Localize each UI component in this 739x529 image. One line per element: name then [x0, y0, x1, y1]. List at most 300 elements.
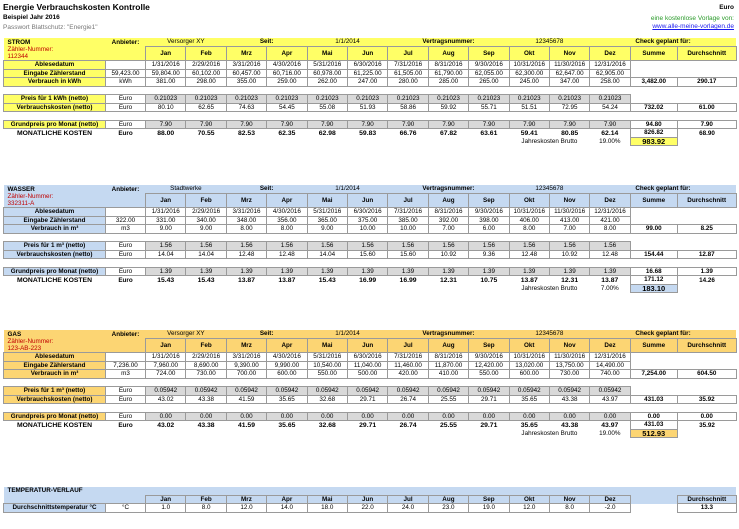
anbieter-label: Anbieter: [111, 38, 140, 46]
monat-cell: 63.61 [480, 129, 498, 137]
date-cell: 3/31/2016 [226, 208, 266, 217]
vkost-cell: 12.48 [267, 250, 307, 259]
grundpreis-input[interactable]: 0.00 [388, 412, 428, 421]
month-header: Okt [509, 46, 549, 61]
date-cell: 12/31/2016 [590, 61, 630, 70]
vertragsnummer-value: 12345678 [535, 38, 564, 46]
date-cell: 12/31/2016 [590, 353, 630, 362]
jahreskosten-value: 983.92 [630, 137, 677, 146]
month-header: Nov [549, 495, 589, 504]
grundpreis-input[interactable]: 1.39 [388, 267, 428, 276]
grund-avg: 0.00 [677, 412, 736, 421]
spacer [267, 86, 307, 95]
vertragsnummer-label: Vertragsnummer: [422, 38, 475, 46]
grundpreis-input[interactable]: 1.39 [428, 267, 468, 276]
preis-input[interactable]: 0.21023 [307, 95, 347, 104]
monat-cell: 12.31 [561, 276, 579, 284]
vkost-cell: 29.71 [347, 395, 387, 404]
spacer [677, 86, 736, 95]
grundpreis-input[interactable]: 0.00 [186, 412, 226, 421]
seit-label: Seit: [259, 38, 274, 46]
reading-input[interactable]: 8,690.00 [186, 361, 226, 370]
grundpreis-input[interactable]: 0.00 [469, 412, 509, 421]
eingabe-label: Eingabe Zählerstand [4, 361, 106, 370]
spacer [186, 378, 226, 387]
spacer [549, 404, 589, 413]
summe-header: Summe [630, 46, 677, 61]
spacer [347, 378, 387, 387]
temperatur-input[interactable]: -2.0 [590, 504, 631, 513]
reading-input[interactable]: 61,505.00 [388, 69, 428, 78]
month-header: Nov [549, 193, 589, 208]
reading-input[interactable]: 385.00 [388, 216, 428, 225]
reading-input[interactable]: 375.00 [347, 216, 387, 225]
grundpreis-input[interactable]: 7.90 [469, 120, 509, 129]
monat-unit: Euro [118, 276, 133, 284]
vkost-cell: 72.95 [549, 103, 589, 112]
temperatur-label: Durchschnittstemperatur °C [4, 504, 106, 513]
monat-cell: 70.55 [197, 129, 215, 137]
preis-input[interactable]: 1.56 [590, 242, 630, 251]
verbrauch-cell: 298.00 [186, 78, 226, 87]
vkost-cell: 10.92 [549, 250, 589, 259]
temperatur-input[interactable]: 12.0 [509, 504, 549, 513]
month-header: Aug [428, 46, 468, 61]
zaehler-nummer [4, 338, 106, 353]
vkost-cell: 12.48 [226, 250, 266, 259]
month-header: Jan [146, 193, 186, 208]
spacer [106, 233, 146, 242]
blank [630, 504, 677, 513]
monat-cell: 13.87 [237, 276, 255, 284]
vkost-cell: 55.08 [307, 103, 347, 112]
vkost-unit: Euro [106, 250, 146, 259]
spacer [226, 378, 266, 387]
spacer [630, 233, 677, 242]
reading-input[interactable]: 62,905.00 [590, 69, 630, 78]
blank [630, 361, 677, 370]
preis-input[interactable]: 1.56 [469, 242, 509, 251]
grundpreis-input[interactable]: 7.90 [307, 120, 347, 129]
temperatur-input[interactable]: 19.0 [469, 504, 509, 513]
spacer [677, 404, 736, 413]
monat-cell: 43.97 [601, 421, 619, 429]
spacer [630, 86, 677, 95]
vkost-cell: 51.51 [509, 103, 549, 112]
verbrauch-avg: 290.17 [677, 78, 736, 87]
spacer [347, 233, 387, 242]
spacer [428, 86, 468, 95]
reading-input[interactable]: 7,960.00 [146, 361, 186, 370]
temperatur-unit: °C [106, 504, 146, 513]
preis-input[interactable]: 0.21023 [509, 95, 549, 104]
preis-input[interactable]: 0.05942 [590, 387, 630, 396]
month-header: Jun [347, 46, 387, 61]
reading-input[interactable]: 62,300.00 [509, 69, 549, 78]
verbrauch-cell: 280.00 [388, 78, 428, 87]
reading-input[interactable]: 392.00 [428, 216, 468, 225]
grundpreis-input[interactable]: 7.90 [146, 120, 186, 129]
preis-input[interactable]: 0.21023 [388, 95, 428, 104]
reading-input[interactable]: 62,055.00 [469, 69, 509, 78]
verbrauch-sum: 7,254.00 [630, 370, 677, 379]
grundpreis-input[interactable]: 7.90 [509, 120, 549, 129]
date-cell: 2/29/2016 [186, 61, 226, 70]
monat-cell: 43.38 [561, 421, 579, 429]
date-cell: 1/31/2016 [146, 353, 186, 362]
grund-sum: 0.00 [630, 412, 677, 421]
reading-input[interactable]: 9,990.00 [267, 361, 307, 370]
preis-input[interactable]: 1.56 [509, 242, 549, 251]
spacer [630, 259, 677, 268]
monat-unit: Euro [118, 421, 133, 429]
eingabe-label: Eingabe Zählerstand [4, 216, 106, 225]
verbrauch-cell: 8.00 [267, 225, 307, 234]
spacer [146, 259, 186, 268]
date-cell: 12/31/2016 [590, 208, 630, 217]
spacer [226, 404, 266, 413]
grundpreis-input[interactable]: 1.39 [590, 267, 630, 276]
grundpreis-input[interactable]: 7.90 [428, 120, 468, 129]
preis-input[interactable]: 0.21023 [590, 95, 630, 104]
blank [106, 495, 146, 504]
spacer [146, 378, 186, 387]
grund-unit: Euro [106, 120, 146, 129]
spacer [509, 86, 549, 95]
preis-input[interactable]: 0.05942 [267, 387, 307, 396]
preis-input[interactable]: 1.56 [307, 242, 347, 251]
wasser-title: WASSER [7, 185, 35, 193]
spacer [469, 112, 509, 121]
reading-input[interactable]: 348.00 [226, 216, 266, 225]
preis-label: Preis für 1 m³ (netto) [4, 242, 106, 251]
grundpreis-input[interactable]: 7.90 [186, 120, 226, 129]
month-header: Mai [307, 338, 347, 353]
start-reading[interactable]: 59,423.00 [106, 69, 146, 78]
date-cell: 7/31/2016 [388, 61, 428, 70]
month-header: Dez [590, 46, 630, 61]
date-cell: 9/30/2016 [469, 208, 509, 217]
spacer [469, 86, 509, 95]
temperatur-input[interactable]: 8.0 [549, 504, 589, 513]
monatliche-kosten-label: MONATLICHE KOSTEN [16, 129, 92, 137]
spacer [146, 112, 186, 121]
date-cell: 8/31/2016 [428, 208, 468, 217]
blank [630, 95, 677, 104]
grundpreis-input[interactable]: 7.90 [590, 120, 630, 129]
reading-input[interactable]: 340.00 [186, 216, 226, 225]
verbrauch-cell: 8.00 [226, 225, 266, 234]
preis-input[interactable]: 1.56 [146, 242, 186, 251]
blank [677, 361, 736, 370]
reading-input[interactable]: 13,020.00 [509, 361, 549, 370]
verbrauch-cell: 9.00 [146, 225, 186, 234]
verbrauch-cell: 355.00 [226, 78, 266, 87]
reading-input[interactable]: 59,804.00 [146, 69, 186, 78]
spacer [146, 404, 186, 413]
spacer [146, 233, 186, 242]
preis-input[interactable]: 1.56 [267, 242, 307, 251]
reading-input[interactable]: 13,750.00 [549, 361, 589, 370]
grund-avg: 7.90 [677, 120, 736, 129]
spacer [307, 233, 347, 242]
preis-input[interactable]: 0.21023 [549, 95, 589, 104]
preis-label: Preis für 1 m³ (netto) [4, 387, 106, 396]
reading-input[interactable]: 14,490.00 [590, 361, 630, 370]
vkost-sum: 431.03 [630, 395, 677, 404]
spacer [186, 112, 226, 121]
reading-input[interactable]: 60,457.00 [226, 69, 266, 78]
vkost-cell: 32.68 [307, 395, 347, 404]
reading-input[interactable]: 60,102.00 [186, 69, 226, 78]
vkost-cell: 14.04 [186, 250, 226, 259]
subtitle: Beispiel Jahr 2016 [3, 14, 60, 21]
reading-input[interactable]: 62,647.00 [549, 69, 589, 78]
vkost-cell: 14.04 [307, 250, 347, 259]
zaehler-value: 332311-A [7, 200, 35, 207]
grundpreis-input[interactable]: 0.00 [590, 412, 630, 421]
temperatur-input[interactable]: 24.0 [388, 504, 428, 513]
vertragsnummer-label: Vertragsnummer: [422, 185, 475, 193]
reading-input[interactable]: 11,870.00 [428, 361, 468, 370]
preis-input[interactable]: 0.21023 [428, 95, 468, 104]
blank [106, 193, 146, 208]
preis-input[interactable]: 0.05942 [388, 387, 428, 396]
date-cell: 5/31/2016 [307, 208, 347, 217]
grundpreis-input[interactable]: 1.39 [307, 267, 347, 276]
vkost-cell: 10.92 [428, 250, 468, 259]
date-cell: 6/30/2016 [347, 61, 387, 70]
grundpreis-input[interactable]: 1.39 [226, 267, 266, 276]
preis-input[interactable]: 0.05942 [226, 387, 266, 396]
temperatur-input[interactable]: 1.0 [146, 504, 186, 513]
vkost-cell: 51.93 [347, 103, 387, 112]
zaehler-value: 123-AB-223 [7, 345, 42, 352]
preis-input[interactable]: 1.56 [186, 242, 226, 251]
vkost-cell: 15.60 [388, 250, 428, 259]
verbrauch-avg: 8.25 [677, 225, 736, 234]
monat-cell: 43.02 [157, 421, 175, 429]
grundpreis-input[interactable]: 7.90 [347, 120, 387, 129]
preis-input[interactable]: 0.05942 [469, 387, 509, 396]
verbrauch-sum: 3,482.00 [630, 78, 677, 87]
grundpreis-input[interactable]: 0.00 [428, 412, 468, 421]
temperatur-input[interactable]: 23.0 [428, 504, 468, 513]
date-cell: 9/30/2016 [469, 61, 509, 70]
grundpreis-input[interactable]: 0.00 [267, 412, 307, 421]
grund-sum: 94.80 [630, 120, 677, 129]
jahreskosten-label: Jahreskosten Brutto [521, 429, 578, 437]
verbrauch-cell: 10.00 [388, 225, 428, 234]
spacer [226, 86, 266, 95]
spacer [469, 378, 509, 387]
preis-input[interactable]: 1.56 [347, 242, 387, 251]
verbrauch-cell: 9.00 [186, 225, 226, 234]
grundpreis-input[interactable]: 1.39 [267, 267, 307, 276]
verbrauchskosten-label: Verbrauchskosten (netto) [4, 395, 106, 404]
blank [630, 495, 677, 504]
verbrauch-cell: 600.00 [267, 370, 307, 379]
verbrauch-cell: 550.00 [469, 370, 509, 379]
temperatur-input[interactable]: 12.0 [226, 504, 266, 513]
reading-input[interactable]: 331.00 [146, 216, 186, 225]
section-wasser [3, 185, 736, 293]
grundpreis-input[interactable]: 0.00 [509, 412, 549, 421]
grundpreis-input[interactable]: 0.00 [146, 412, 186, 421]
temperatur-input[interactable]: 22.0 [347, 504, 387, 513]
grundpreis-input[interactable]: 1.39 [146, 267, 186, 276]
grundpreis-input[interactable]: 1.39 [469, 267, 509, 276]
reading-input[interactable]: 9,390.00 [226, 361, 266, 370]
blank [677, 429, 736, 438]
vorlage-text: eine kostenlose Vorlage von: [650, 15, 734, 22]
spacer [677, 112, 736, 121]
preis-input[interactable]: 0.21023 [469, 95, 509, 104]
grund-unit: Euro [106, 412, 146, 421]
month-header: Dez [590, 495, 631, 504]
preis-input[interactable]: 0.21023 [146, 95, 186, 104]
check-label: Check geplant für: [635, 330, 691, 338]
spacer [549, 86, 589, 95]
preis-input[interactable]: 1.56 [388, 242, 428, 251]
verbrauch-cell: 9.00 [307, 225, 347, 234]
spacer [4, 112, 106, 121]
anbieter-value: Versorger XY [167, 330, 205, 338]
ablesedatum-label: Ablesedatum [4, 208, 106, 217]
reading-input[interactable]: 10,540.00 [307, 361, 347, 370]
vkost-cell: 14.04 [146, 250, 186, 259]
preis-input[interactable]: 0.05942 [428, 387, 468, 396]
date-cell: 2/29/2016 [186, 353, 226, 362]
grundpreis-label: Grundpreis pro Monat (netto) [4, 267, 106, 276]
monat-cell: 10.75 [480, 276, 498, 284]
spacer [469, 259, 509, 268]
spacer [186, 233, 226, 242]
reading-input[interactable]: 413.00 [549, 216, 589, 225]
spacer [347, 259, 387, 268]
preis-input[interactable]: 0.05942 [146, 387, 186, 396]
seit-label: Seit: [259, 185, 274, 193]
blank [677, 137, 736, 146]
grundpreis-input[interactable]: 1.39 [509, 267, 549, 276]
spacer [106, 86, 146, 95]
month-header: Jan [146, 338, 186, 353]
preis-input[interactable]: 0.21023 [267, 95, 307, 104]
preis-input[interactable]: 0.05942 [549, 387, 589, 396]
verbrauch-cell: 247.00 [347, 78, 387, 87]
grundpreis-input[interactable]: 7.90 [549, 120, 589, 129]
blank [677, 216, 736, 225]
spacer [347, 404, 387, 413]
preis-input[interactable]: 1.56 [549, 242, 589, 251]
verbrauch-cell: 420.00 [388, 370, 428, 379]
grundpreis-input[interactable]: 0.00 [549, 412, 589, 421]
spacer [549, 233, 589, 242]
grundpreis-input[interactable]: 7.90 [388, 120, 428, 129]
reading-input[interactable]: 60,978.00 [307, 69, 347, 78]
verbrauch-avg: 604.50 [677, 370, 736, 379]
grundpreis-input[interactable]: 1.39 [347, 267, 387, 276]
vkost-cell: 43.02 [146, 395, 186, 404]
vkost-cell: 43.97 [590, 395, 630, 404]
verbrauch-cell: 740.00 [590, 370, 630, 379]
monatliche-kosten-label: MONATLICHE KOSTEN [16, 276, 92, 284]
reading-input[interactable]: 421.00 [590, 216, 630, 225]
date-cell: 4/30/2016 [267, 353, 307, 362]
seit-value: 1/1/2014 [335, 185, 360, 193]
blank [677, 284, 736, 293]
reading-input[interactable]: 61,790.00 [428, 69, 468, 78]
reading-input[interactable]: 398.00 [469, 216, 509, 225]
reading-input[interactable]: 60,716.00 [267, 69, 307, 78]
eingabe-label: Eingabe Zählerstand [4, 69, 106, 78]
vorlage-link[interactable]: www.alle-meine-vorlagen.de [652, 23, 734, 30]
grundpreis-input[interactable]: 7.90 [226, 120, 266, 129]
grundpreis-input[interactable]: 0.00 [347, 412, 387, 421]
reading-input[interactable]: 11,460.00 [388, 361, 428, 370]
reading-input[interactable]: 406.00 [509, 216, 549, 225]
verbrauch-cell: 600.00 [509, 370, 549, 379]
preis-input[interactable]: 1.56 [226, 242, 266, 251]
reading-input[interactable]: 61,225.00 [347, 69, 387, 78]
spacer [388, 86, 428, 95]
reading-input[interactable]: 365.00 [307, 216, 347, 225]
grundpreis-input[interactable]: 1.39 [186, 267, 226, 276]
grundpreis-input[interactable]: 0.00 [226, 412, 266, 421]
spacer [388, 378, 428, 387]
grund-unit: Euro [106, 267, 146, 276]
month-header: Apr [267, 495, 307, 504]
start-reading[interactable]: 7,236.00 [106, 361, 146, 370]
date-cell: 8/31/2016 [428, 61, 468, 70]
reading-input[interactable]: 11,040.00 [347, 361, 387, 370]
month-header: Feb [186, 495, 226, 504]
spacer [186, 404, 226, 413]
monat-cell: 29.71 [480, 421, 498, 429]
zaehler-nummer [4, 46, 106, 61]
verbrauchskosten-label: Verbrauchskosten (netto) [4, 103, 106, 112]
verbrauch-cell: 258.00 [590, 78, 630, 87]
preis-input[interactable]: 0.05942 [509, 387, 549, 396]
blank [4, 137, 510, 146]
reading-input[interactable]: 12,420.00 [469, 361, 509, 370]
grundpreis-input[interactable]: 7.90 [267, 120, 307, 129]
month-header: Sep [469, 338, 509, 353]
preis-input[interactable]: 0.05942 [186, 387, 226, 396]
grundpreis-input[interactable]: 1.39 [549, 267, 589, 276]
spacer [388, 112, 428, 121]
monat-cell: 59.83 [359, 129, 377, 137]
preis-input[interactable]: 0.21023 [186, 95, 226, 104]
spacer [106, 112, 146, 121]
preis-input[interactable]: 1.56 [428, 242, 468, 251]
start-reading[interactable]: 322.00 [106, 216, 146, 225]
monat-cell: 15.43 [157, 276, 175, 284]
temperatur-input[interactable]: 18.0 [307, 504, 347, 513]
verbrauch-cell: 10.00 [347, 225, 387, 234]
temperatur-input[interactable]: 8.0 [186, 504, 226, 513]
preis-input[interactable]: 0.21023 [226, 95, 266, 104]
preis-input[interactable]: 0.21023 [347, 95, 387, 104]
reading-input[interactable]: 356.00 [267, 216, 307, 225]
blank [630, 61, 677, 70]
grundpreis-input[interactable]: 0.00 [307, 412, 347, 421]
preis-input[interactable]: 0.05942 [347, 387, 387, 396]
zaehler-label: Zähler-Nummer: [7, 193, 54, 200]
temperatur-input[interactable]: 14.0 [267, 504, 307, 513]
vkost-cell: 43.38 [186, 395, 226, 404]
preis-input[interactable]: 0.05942 [307, 387, 347, 396]
